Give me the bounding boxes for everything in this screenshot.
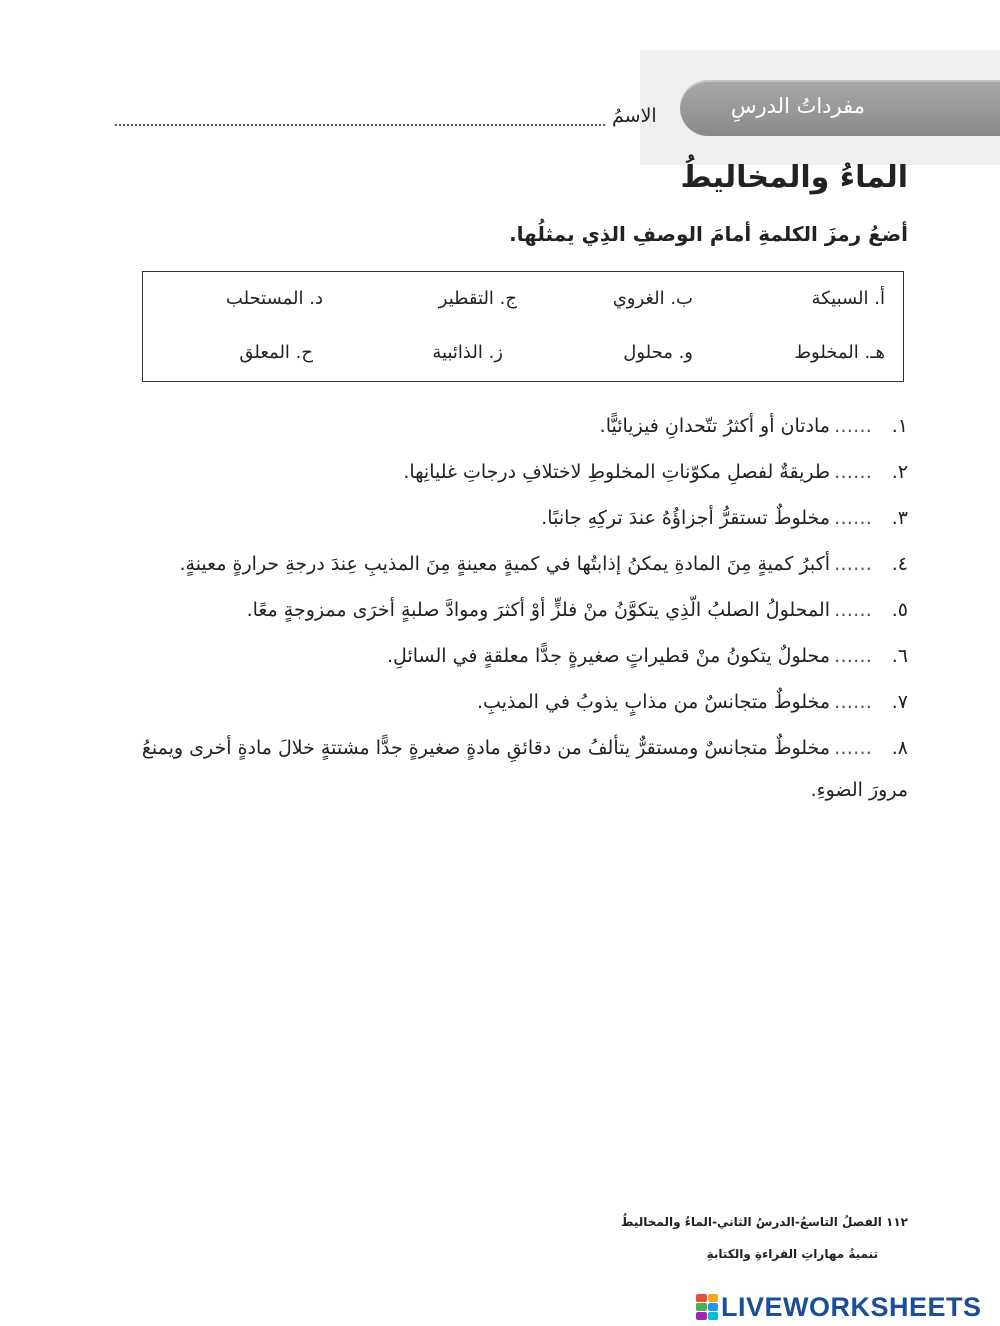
question-number: ٥. (891, 599, 908, 621)
question-item (128, 635, 908, 677)
answer-blank[interactable]: …… (834, 599, 872, 621)
answer-blank[interactable]: …… (834, 691, 872, 713)
word-bank-item: و. محلول (623, 342, 693, 363)
question-text: مخلوطٌ تستقرُّ أجزاؤُهُ عندَ تركِهِ جانبًا. (541, 507, 830, 529)
logo-block (708, 1312, 719, 1320)
word-bank-item: أ. السبيكة (811, 288, 885, 309)
word-bank-item: ج. التقطير (438, 288, 517, 309)
name-label: الاسمُ (612, 105, 657, 127)
word-bank-item: ز. الذائبية (432, 342, 503, 363)
brand-text: LIVEWORKSHEETS (721, 1291, 982, 1322)
question-item (128, 497, 908, 539)
answer-blank[interactable]: …… (834, 415, 872, 437)
word-bank-item: د. المستحلب (225, 288, 323, 309)
footer-subtitle: تنميةُ مهاراتِ القراءةِ والكتابةِ (706, 1247, 878, 1261)
page-title: الماءُ والمخاليطُ (680, 160, 908, 195)
question-text: مخلوطٌ متجانسٌ من مذابٍ يذوبُ في المذيبِ. (476, 691, 830, 713)
question-number: ٨. (891, 737, 908, 759)
logo-block (696, 1294, 707, 1302)
question-number: ٤. (891, 553, 908, 575)
liveworksheets-logo[interactable] (696, 1290, 982, 1324)
logo-block (708, 1294, 719, 1302)
answer-blank[interactable]: …… (834, 461, 872, 483)
question-number: ٦. (891, 645, 908, 667)
question-item (128, 681, 908, 723)
question-text: محلولٌ يتكونُ منْ قطيراتٍ صغيرةٍ جدًّا معلقةٍ في السائلِ. (387, 645, 830, 667)
question-item (128, 405, 908, 447)
logo-block (696, 1312, 707, 1320)
question-number: ٢. (891, 461, 908, 483)
tab-label: مفرداتُ الدرسِ (730, 94, 865, 118)
question-item (128, 543, 908, 585)
word-bank-item: ب. الغروي (612, 288, 693, 309)
question-number: ٣. (891, 507, 908, 529)
answer-blank[interactable]: …… (834, 737, 872, 759)
question-text: أكبرُ كميةٍ مِنَ المادةِ يمكنُ إذابتُها في كميةٍ معينةٍ مِنَ المذيبِ عِندَ درجةِ حرارةٍ معينةٍ. (179, 553, 830, 575)
question-number: ٧. (891, 691, 908, 713)
question-item (128, 451, 908, 493)
name-field[interactable] (115, 124, 605, 126)
answer-blank[interactable]: …… (834, 553, 872, 575)
question-item (128, 727, 908, 811)
lesson-vocabulary-tab (680, 80, 1000, 136)
question-number: ١. (891, 415, 908, 437)
logo-block (696, 1303, 707, 1311)
liveworksheets-icon (696, 1294, 718, 1320)
question-text: المحلولُ الصلبُ الّذِي يتكوَّنُ منْ فلزٍّ أوْ أكثرَ وموادَّ صلبةٍ أخرَى ممزوجةٍ معًا. (246, 599, 830, 621)
question-text: مخلوطٌ متجانسٌ ومستقرٌّ يتألفُ من دقائقِ مادةٍ صغيرةٍ جدًّا مشتتةٍ خلالَ مادةٍ أخرى ويمنعُ مرورَ الضوءِ. (141, 737, 908, 801)
question-text: طريقةٌ لفصلِ مكوّناتِ المخلوطِ لاختلافِ درجاتِ غليانِها. (403, 461, 830, 483)
logo-block (708, 1303, 719, 1311)
word-bank (142, 271, 904, 382)
instruction: أضعُ رمزَ الكلمةِ أمامَ الوصفِ الذِي يمثلُها. (509, 222, 908, 246)
word-bank-item: ح. المعلق (239, 342, 313, 363)
footer-chapter: ١١٢ الفصلُ التاسعُ-الدرسُ الثاني-الماءُ والمخاليطُ (621, 1215, 908, 1229)
answer-blank[interactable]: …… (834, 645, 872, 667)
question-item (128, 589, 908, 631)
answer-blank[interactable]: …… (834, 507, 872, 529)
word-bank-item: هـ. المخلوط (794, 342, 885, 363)
question-text: مادتان أو أكثرُ تتّحدانِ فيزيائيًّا. (599, 415, 830, 437)
